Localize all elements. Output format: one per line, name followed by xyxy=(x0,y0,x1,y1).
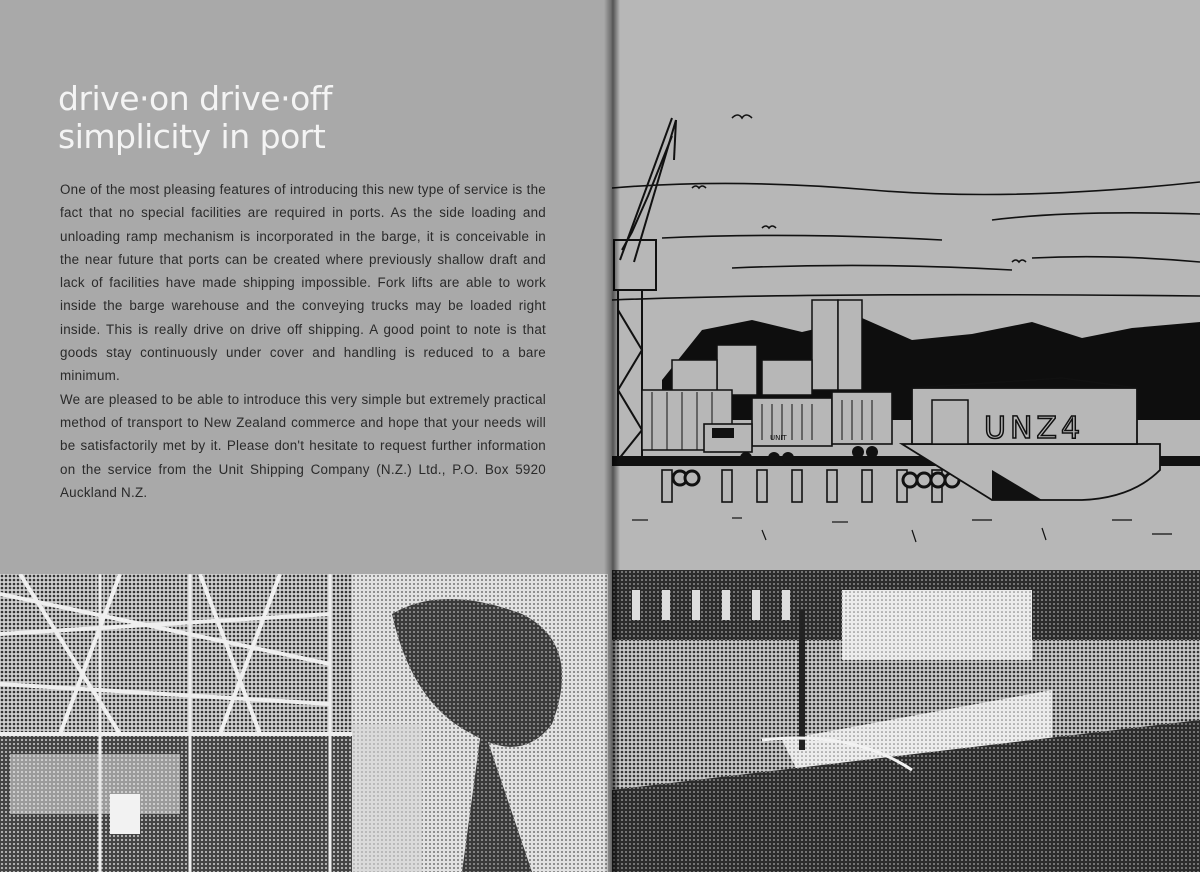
body-paragraph-1: One of the most pleasing features of introducing this new type of service is the fact that no special facilities are required in ports. As the side loading and unloading ramp mechanism is incorporated in the barge, it is conceivable in the near future that ports can be created where previously shallow draft and lack of facilities have made shipping impossible. Fork lifts are able to work inside the barge warehouse and the conveying trucks may be loaded right inside. This is really drive on drive off shipping. A good point to note is that goods stay continuously under cover and handling is reduced to a bare minimum. xyxy=(60,182,546,384)
right-page xyxy=(612,0,1200,872)
headline-line-1: drive·on drive·off xyxy=(58,79,333,118)
page-gutter xyxy=(604,0,620,872)
barge-label: UNZ4 xyxy=(984,411,1085,446)
warehouse-photo xyxy=(0,574,352,872)
container-label: UNIT xyxy=(770,434,787,442)
headline-line-2: simplicity in port xyxy=(58,117,326,156)
port-illustration xyxy=(612,0,1200,572)
body-text xyxy=(60,178,546,504)
body-paragraph-2: We are pleased to be able to introduce this very simple but extremely practical method of transport to New Zealand commerce and hope that your needs will be satisfactorily met by it. Please don't hesitate to request further information on the service from the Unit Shipping Company (N.Z.) Ltd., P.O. Box 5920 Auckland N.Z. xyxy=(60,391,546,500)
headline xyxy=(58,80,332,156)
boat-photo xyxy=(612,570,1200,872)
hoist-photo xyxy=(352,574,608,872)
